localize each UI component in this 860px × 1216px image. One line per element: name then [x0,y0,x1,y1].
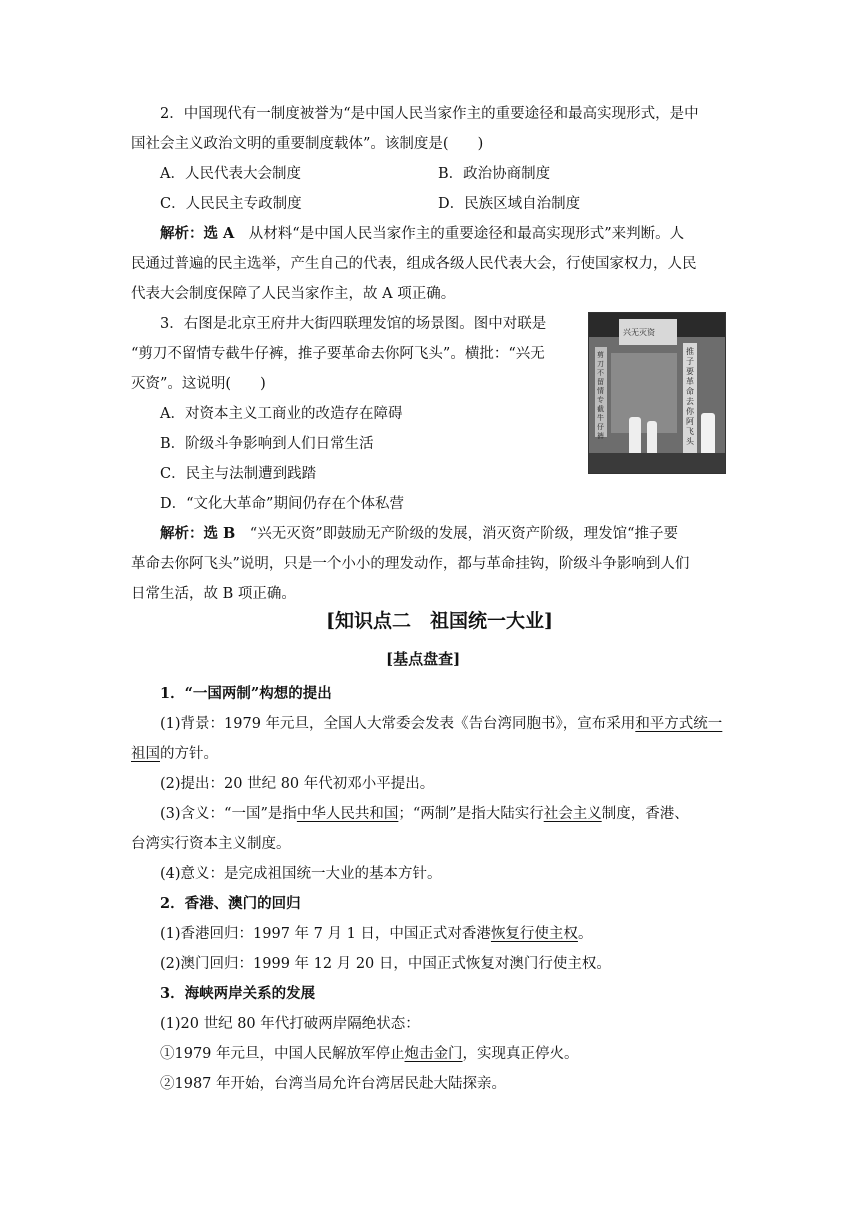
q3-option-d: D．“文化大革命”期间仍存在个体私营 [160,496,404,512]
kp3-item2: ②1987 年开始，台湾当局允许台湾居民赴大陆探亲。 [160,1076,507,1092]
q2-analysis-text: 从材料“是中国人民当家作主的重要途径和最高实现形式”来判断。人 [234,226,685,242]
kp1-background-line2 [131,744,218,764]
q2-analysis-line2: 民通过普遍的民主选举，产生自己的代表，组成各级人民代表大会，行使国家权力，人民 [131,256,697,272]
kp1-meaning-mid: ；“两制”是指大陆实行 [398,806,544,822]
q3-option-c: C．民主与法制遭到践踏 [160,466,317,482]
kp2-hongkong-underline: 恢复行使主权 [490,926,578,942]
kp1-meaning-underline1: 中华人民共和国 [296,806,399,822]
q3-analysis-line2: 革命去你阿飞头”说明，只是一个小小的理发动作，都与革命挂钩，阶级斗争影响到人们 [131,556,690,572]
kp1-meaning-pre: (3)含义：“一国”是指 [160,806,297,822]
kp1-background-text: (1)背景：1979 年元旦，全国人大常委会发表《告台湾同胞书》，宣布采用 [160,716,636,732]
barbershop-photo-icon [588,312,726,474]
kp3-item1-pre: ①1979 年元旦，中国人民解放军停止 [160,1046,405,1062]
q3-analysis-line1 [160,524,678,544]
photo-couplet-left: 剪刀不留情专截牛仔裤 [597,351,604,440]
q2-option-d: D．民族区域自治制度 [438,196,581,212]
kp1-background-end: 的方针。 [160,746,218,762]
q2-stem-line1: 2．中国现代有一制度被誉为“是中国人民当家作主的重要途径和最高实现形式，是中 [160,106,699,122]
q2-option-b: B．政治协商制度 [438,166,551,182]
kp3-item1-post: ，实现真正停火。 [462,1046,579,1062]
kp2-hongkong-pre: (1)香港回归：1997 年 7 月 1 日，中国正式对香港 [160,926,491,942]
kp2-macau: (2)澳门回归：1999 年 12 月 20 日，中国正式恢复对澳门行使主权。 [160,956,611,972]
q3-stem-line1: 3．右图是北京王府井大街四联理发馆的场景图。图中对联是 [160,316,547,332]
q2-analysis-line3: 代表大会制度保障了人民当家作主，故 A 项正确。 [131,286,456,302]
section-title: [知识点二 祖国统一大业] [326,610,553,632]
kp1-meaning-underline2: 社会主义 [543,806,602,822]
q3-option-b: B．阶级斗争影响到人们日常生活 [160,436,374,452]
q2-analysis-label: 解析：选 A [160,225,235,242]
photo-banner: 兴无灭资 [623,328,655,337]
kp1-meaning-line2: 台湾实行资本主义制度。 [131,836,291,852]
kp3-sub1: (1)20 世纪 80 年代打破两岸隔绝状态： [160,1016,420,1032]
q3-stem-line3: 灭资”。这说明( ) [131,376,266,392]
kp2-heading: 2．香港、澳门的回归 [160,895,301,912]
photo-couplet-right: 推子要革命去你阿飞头 [686,347,694,446]
kp1-background-underline: 和平方式统一 [635,716,723,732]
kp3-heading: 3．海峡两岸关系的发展 [160,985,316,1002]
kp1-background-underline2: 祖国 [131,746,160,762]
q2-stem-line2: 国社会主义政治文明的重要制度载体”。该制度是( ) [131,136,484,152]
q3-analysis-label: 解析：选 B [160,525,236,542]
q3-stem-line2: “剪刀不留情专截牛仔裤，推子要革命去你阿飞头”。横批：“兴无 [131,346,545,362]
kp1-heading: 1．“一国两制”构想的提出 [160,685,332,702]
kp3-item1-underline: 炮击金门 [404,1046,463,1062]
kp3-item1 [160,1044,579,1064]
kp1-background-line1 [160,714,722,734]
kp1-significance: (4)意义：是完成祖国统一大业的基本方针。 [160,866,442,882]
kp1-proposal: (2)提出：20 世纪 80 年代初邓小平提出。 [160,776,435,792]
kp2-hongkong [160,924,592,944]
kp1-meaning-post: 制度，香港、 [601,806,689,822]
section-subtitle: [基点盘查] [386,650,461,668]
q3-option-a: A．对资本主义工商业的改造存在障碍 [160,406,403,422]
q3-analysis-text: “兴无灭资”即鼓励无产阶级的发展，消灭资产阶级，理发馆“推子要 [235,526,679,542]
q2-option-a: A．人民代表大会制度 [160,166,301,182]
q2-analysis-line1 [160,224,684,244]
q3-analysis-line3: 日常生活，故 B 项正确。 [131,586,296,602]
q2-option-c: C．人民民主专政制度 [160,196,302,212]
kp2-hongkong-post: 。 [577,926,593,942]
kp1-meaning-line1 [160,804,689,824]
